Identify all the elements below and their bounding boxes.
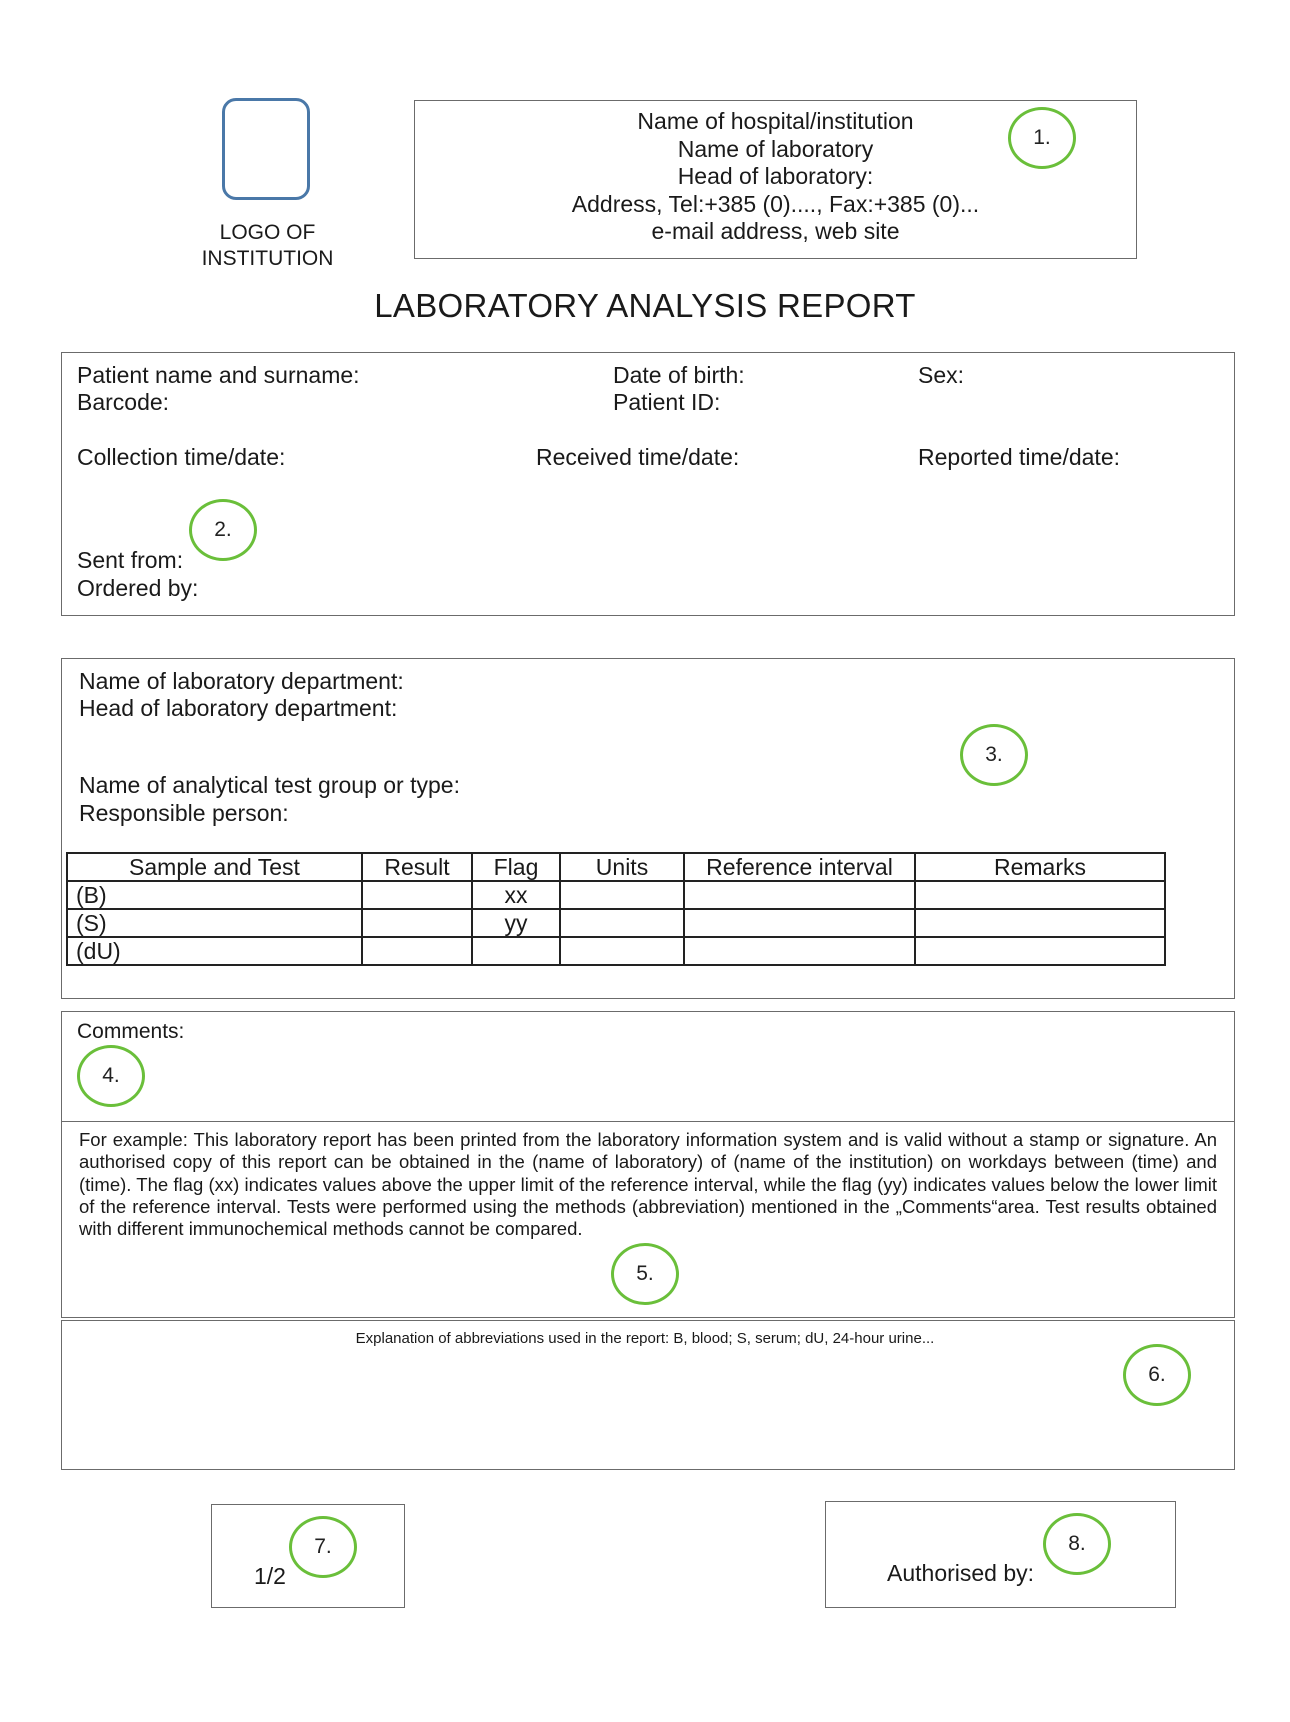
- cell-remarks: [915, 909, 1165, 937]
- example-paragraph: For example: This laboratory report has been printed from the laboratory information system and is valid without a stamp or signature. An authorised copy of this report can be obtained in the (name of laboratory) of (name of the institution) on workdays between (time) and (time). The flag (xx) indicates values above the upper limit of the reference interval, while the flag (yy) indicates values below the lower limit of the reference interval. Tests were performed using the methods (abbreviation) mentioned in the „Comments“area. Test results obtained with different immunochemical methods cannot be compared.: [79, 1129, 1217, 1240]
- table-row: [67, 909, 1165, 937]
- comments-label: Comments:: [77, 1020, 185, 1043]
- barcode-label: Barcode:: [77, 389, 170, 415]
- table-row: [67, 937, 1165, 965]
- dept-head-label: Head of laboratory department:: [79, 695, 398, 721]
- reported-label: Reported time/date:: [918, 444, 1121, 470]
- laboratory-head: Head of laboratory:: [677, 163, 874, 189]
- col-units: Units: [560, 853, 684, 881]
- responsible-label: Responsible person:: [79, 800, 289, 826]
- cell-sample: (dU): [67, 937, 362, 965]
- cell-units: [560, 937, 684, 965]
- logo-caption: LOGO OF INSTITUTION: [201, 221, 334, 270]
- marker-6: 6.: [1123, 1344, 1191, 1406]
- results-table: [66, 852, 1166, 966]
- patient-id-label: Patient ID:: [613, 389, 721, 415]
- dept-name-label: Name of laboratory department:: [79, 668, 404, 694]
- table-row: [67, 881, 1165, 909]
- marker-3: 3.: [960, 724, 1028, 786]
- collection-label: Collection time/date:: [77, 444, 286, 470]
- cell-flag: [472, 937, 560, 965]
- marker-8: 8.: [1043, 1513, 1111, 1575]
- marker-1: 1.: [1008, 107, 1076, 169]
- marker-2: 2.: [189, 499, 257, 561]
- test-group-label: Name of analytical test group or type:: [79, 772, 460, 798]
- cell-result: [362, 881, 472, 909]
- cell-sample: (B): [67, 881, 362, 909]
- patient-name-label: Patient name and surname:: [77, 362, 360, 388]
- comments-box: [61, 1011, 1235, 1122]
- dob-label: Date of birth:: [613, 362, 745, 388]
- authorised-by-label: Authorised by:: [887, 1560, 1035, 1586]
- marker-7: 7.: [289, 1516, 357, 1578]
- cell-result: [362, 909, 472, 937]
- marker-5: 5.: [611, 1243, 679, 1305]
- address-line: Address, Tel:+385 (0)...., Fax:+385 (0)...: [571, 190, 980, 217]
- col-reference-interval: Reference interval: [684, 853, 915, 881]
- sent-from-label: Sent from:: [77, 547, 184, 573]
- col-remarks: Remarks: [915, 853, 1165, 881]
- cell-flag: yy: [472, 909, 560, 937]
- marker-4: 4.: [77, 1045, 145, 1107]
- col-flag: Flag: [472, 853, 560, 881]
- cell-units: [560, 881, 684, 909]
- page-title: LABORATORY ANALYSIS REPORT: [374, 287, 916, 324]
- cell-sample: (S): [67, 909, 362, 937]
- authorisation-box: [825, 1501, 1176, 1608]
- received-label: Received time/date:: [536, 444, 740, 470]
- cell-reference: [684, 881, 915, 909]
- cell-flag: xx: [472, 881, 560, 909]
- cell-remarks: [915, 937, 1165, 965]
- sex-label: Sex:: [918, 362, 965, 388]
- ordered-by-label: Ordered by:: [77, 575, 199, 601]
- logo-placeholder: [222, 98, 310, 200]
- page-number: 1/2: [254, 1563, 286, 1589]
- cell-result: [362, 937, 472, 965]
- col-sample-test: Sample and Test: [67, 853, 362, 881]
- institution-name: Name of hospital/institution: [637, 108, 914, 134]
- table-header-row: [67, 853, 1165, 881]
- abbreviations-text: Explanation of abbreviations used in the report: B, blood; S, serum; dU, 24-hour urine...: [355, 1330, 935, 1347]
- cell-remarks: [915, 881, 1165, 909]
- laboratory-name: Name of laboratory: [677, 135, 874, 162]
- contact-line: e-mail address, web site: [651, 218, 900, 244]
- cell-units: [560, 909, 684, 937]
- cell-reference: [684, 909, 915, 937]
- cell-reference: [684, 937, 915, 965]
- col-result: Result: [362, 853, 472, 881]
